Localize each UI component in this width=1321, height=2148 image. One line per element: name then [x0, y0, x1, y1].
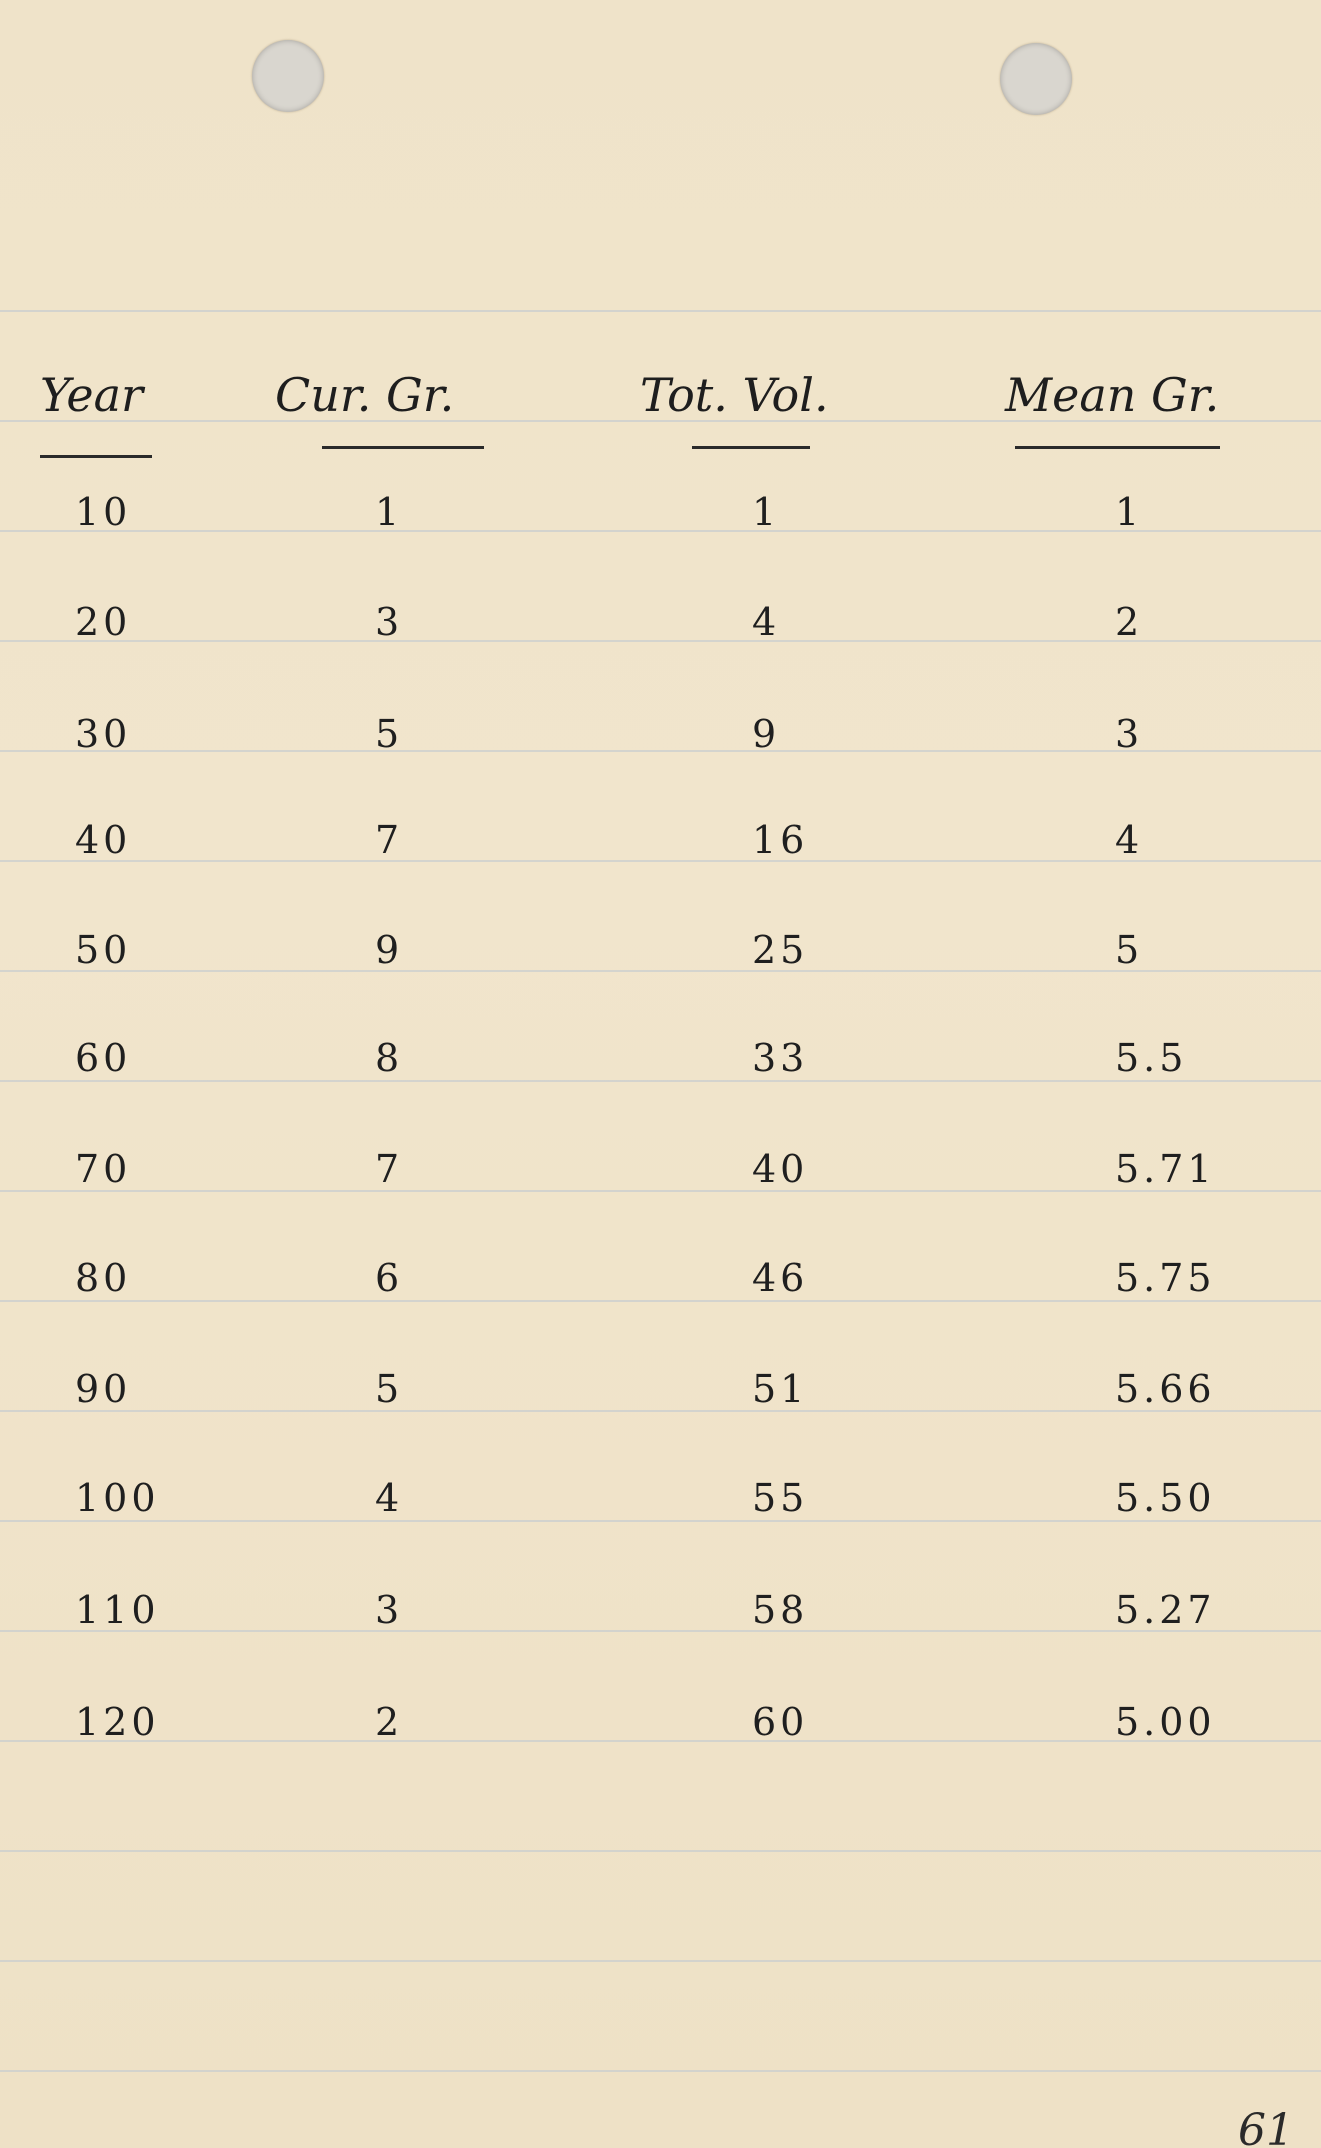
header-cur-gr-underline — [322, 446, 484, 449]
cell-cur: 4 — [375, 1476, 404, 1520]
ruled-line — [0, 1520, 1321, 1522]
cell-tot: 60 — [752, 1700, 809, 1744]
cell-tot: 25 — [752, 928, 809, 972]
header-cur-gr: Cur. Gr. — [275, 368, 455, 422]
cell-tot: 9 — [752, 712, 781, 756]
cell-year: 60 — [75, 1036, 132, 1080]
cell-cur: 2 — [375, 1700, 404, 1744]
cell-mean: 5.27 — [1115, 1588, 1216, 1632]
cell-year: 10 — [75, 490, 132, 534]
ruled-line — [0, 2070, 1321, 2072]
cell-cur: 9 — [375, 928, 404, 972]
ruled-line — [0, 1850, 1321, 1852]
cell-mean: 5.71 — [1115, 1147, 1216, 1191]
cell-tot: 51 — [752, 1367, 809, 1411]
cell-mean: 2 — [1115, 600, 1144, 644]
cell-year: 120 — [75, 1700, 160, 1744]
cell-tot: 40 — [752, 1147, 809, 1191]
cell-tot: 33 — [752, 1036, 809, 1080]
cell-cur: 3 — [375, 600, 404, 644]
ruled-line — [0, 310, 1321, 312]
cell-cur: 8 — [375, 1036, 404, 1080]
cell-year: 50 — [75, 928, 132, 972]
cell-mean: 5.00 — [1115, 1700, 1216, 1744]
cell-tot: 1 — [752, 490, 781, 534]
cell-year: 100 — [75, 1476, 160, 1520]
cell-year: 70 — [75, 1147, 132, 1191]
cell-tot: 46 — [752, 1256, 809, 1300]
cell-mean: 5.50 — [1115, 1476, 1216, 1520]
cell-year: 20 — [75, 600, 132, 644]
punch-hole-left — [252, 40, 324, 112]
cell-mean: 4 — [1115, 818, 1144, 862]
cell-cur: 5 — [375, 1367, 404, 1411]
cell-tot: 4 — [752, 600, 781, 644]
cell-tot: 16 — [752, 818, 809, 862]
header-mean-gr: Mean Gr. — [1005, 368, 1220, 422]
header-year-underline — [40, 455, 152, 458]
header-tot-vol: Tot. Vol. — [640, 368, 829, 422]
header-mean-gr-underline — [1015, 446, 1220, 449]
cell-cur: 6 — [375, 1256, 404, 1300]
cell-year: 90 — [75, 1367, 132, 1411]
cell-cur: 1 — [375, 490, 404, 534]
page-number: 61 — [1238, 2105, 1294, 2148]
cell-year: 110 — [75, 1588, 160, 1632]
cell-year: 40 — [75, 818, 132, 862]
punch-hole-right — [1000, 43, 1072, 115]
cell-mean: 5.5 — [1115, 1036, 1188, 1080]
cell-cur: 3 — [375, 1588, 404, 1632]
ruled-line — [0, 1080, 1321, 1082]
cell-mean: 3 — [1115, 712, 1144, 756]
cell-cur: 5 — [375, 712, 404, 756]
cell-mean: 5 — [1115, 928, 1144, 972]
cell-tot: 55 — [752, 1476, 809, 1520]
cell-mean: 5.75 — [1115, 1256, 1216, 1300]
cell-tot: 58 — [752, 1588, 809, 1632]
ruled-line — [0, 1960, 1321, 1962]
cell-year: 30 — [75, 712, 132, 756]
header-year: Year — [40, 368, 144, 422]
ruled-line — [0, 1300, 1321, 1302]
cell-cur: 7 — [375, 1147, 404, 1191]
header-tot-vol-underline — [692, 446, 810, 449]
cell-cur: 7 — [375, 818, 404, 862]
cell-mean: 5.66 — [1115, 1367, 1216, 1411]
cell-mean: 1 — [1115, 490, 1144, 534]
cell-year: 80 — [75, 1256, 132, 1300]
